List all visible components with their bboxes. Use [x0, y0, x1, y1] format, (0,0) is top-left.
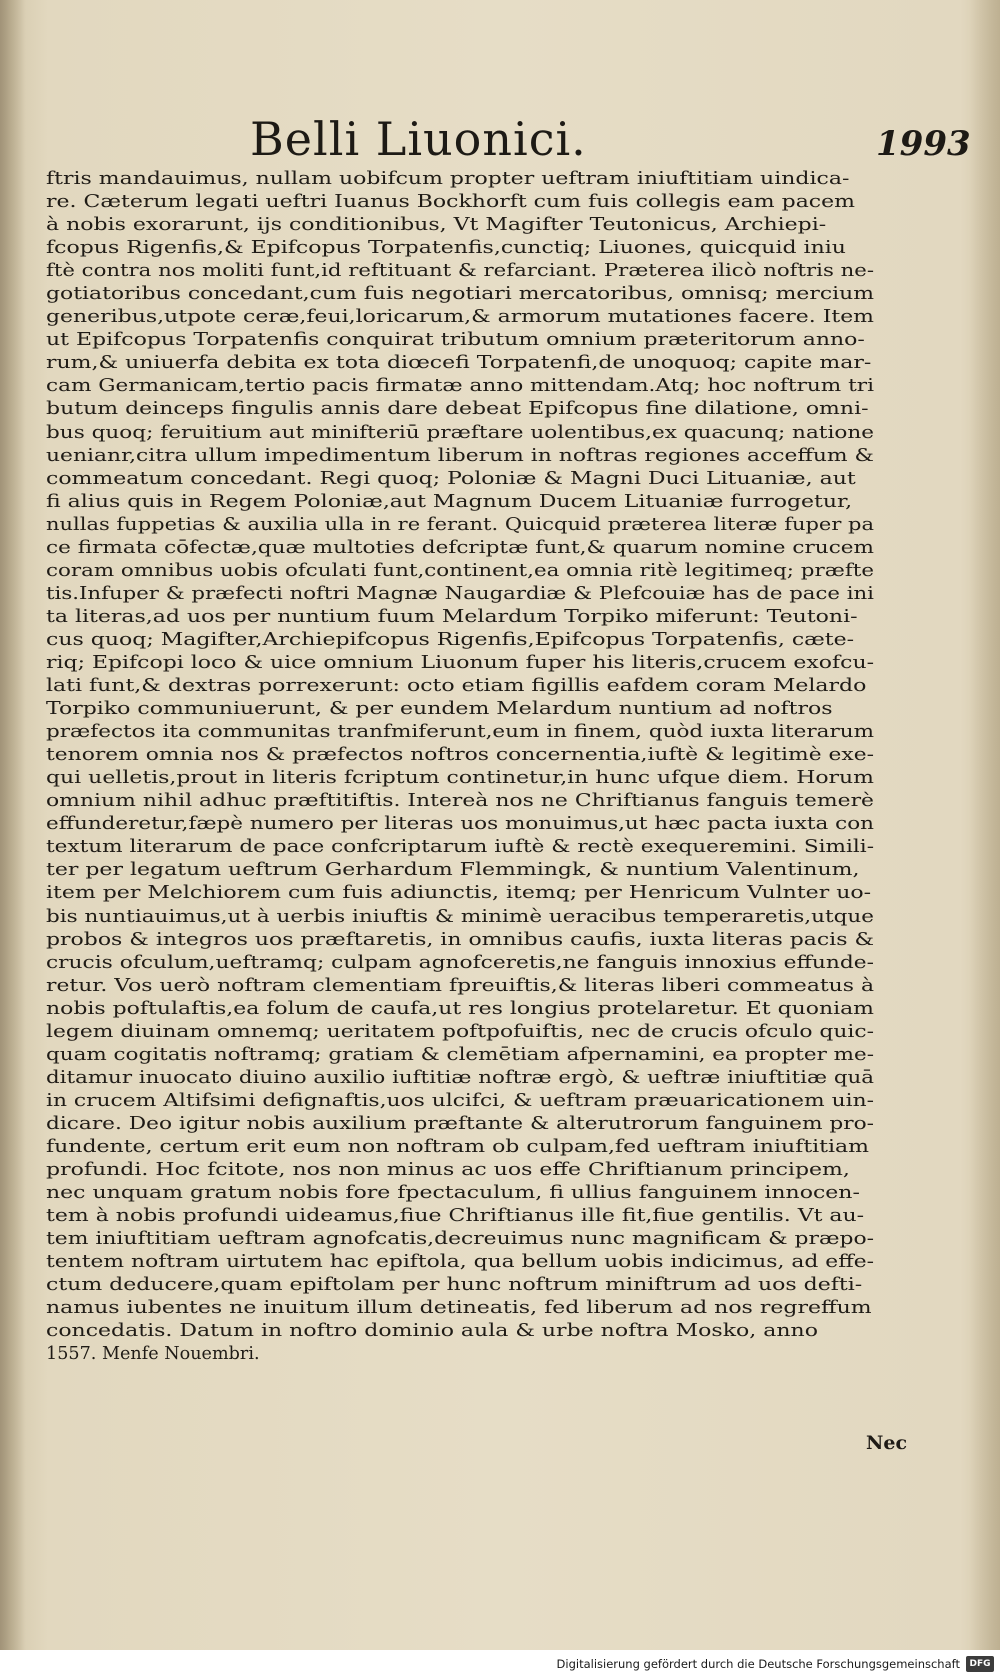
- text-line: præfectos ita communitas tranfmiferunt,eum in finem, quòd iuxta literarum: [46, 722, 874, 743]
- text-line: crucis ofculum,ueftramq; culpam agnofceretis,ne fanguis innoxius effunde-: [46, 952, 874, 973]
- page-number: 1993: [876, 124, 971, 164]
- text-line: tem à nobis profundi uideamus,fiue Chriftianus ille fit,fiue gentilis. Vt au-: [46, 1206, 865, 1227]
- text-line: à nobis exorarunt, ijs conditionibus, Vt Magifter Teutonicus, Archiepi-: [46, 215, 827, 236]
- text-line: ctum deducere,quam epiftolam per hunc noftrum miniftrum ad uos defti-: [46, 1275, 863, 1296]
- text-line: lati funt,& dextras porrexerunt: octo etiam figillis eafdem coram Melardo: [46, 676, 867, 697]
- text-line: probos & integros uos præftaretis, in omnibus caufis, iuxta literas pacis &: [46, 929, 874, 950]
- text-line: commeatum concedant. Regi quoq; Poloniæ & Magni Duci Lituaniæ, aut: [46, 468, 856, 489]
- text-line: ftè contra nos moliti funt,id reftituant & refarciant. Præterea ilicò noftris ne-: [46, 261, 874, 282]
- text-line: cam Germanicam,tertio pacis firmatæ anno mittendam.Atq; hoc noftrum tri: [46, 376, 874, 397]
- text-line: rum,& uniuerfa debita ex tota diœcefi Torpatenfi,de unoquoq; capite mar-: [46, 353, 872, 374]
- text-line: retur. Vos uerò noftram clementiam fpreuiftis,& literas liberi commeatus à: [46, 975, 874, 996]
- text-line: generibus,utpote ceræ,feui,loricarum,& armorum mutationes facere. Item: [46, 307, 874, 328]
- text-line: effunderetur,fæpè numero per literas uos monuimus,ut hæc pacta iuxta con: [46, 814, 874, 835]
- dfg-logo-icon: DFG: [966, 1656, 994, 1672]
- text-line: ftris mandauimus, nullam uobifcum propter ueftram iniuftitiam uindica-: [46, 169, 850, 189]
- text-line: riq; Epifcopi loco & uice omnium Liuonum fuper his literis,crucem exofcu-: [46, 652, 874, 673]
- page-edge-shadow: [970, 0, 1000, 1650]
- running-head-title: Belli Liuonici.: [250, 112, 587, 166]
- text-line: cus quoq; Magifter,Archiepifcopus Rigenfis,Epifcopus Torpatenfis, cæte-: [46, 629, 855, 650]
- text-line: re. Cæterum legati ueftri Iuanus Bockhorft cum fuis collegis eam pacem: [46, 192, 856, 213]
- text-line: item per Melchiorem cum fuis adiunctis, itemq; per Henricum Vulnter uo-: [46, 883, 872, 904]
- text-line: bis nuntiauimus,ut à uerbis iniuftis & minimè ueracibus temperaretis,utque: [46, 906, 874, 927]
- text-line: fcopus Rigenfis,& Epifcopus Torpatenfis,cunctiq; Liuones, quicquid iniu: [46, 238, 846, 259]
- page-gutter-shadow: [0, 0, 26, 1650]
- text-line: coram omnibus uobis ofculati funt,continent,ea omnia ritè legitimeq; præfte: [46, 560, 874, 581]
- text-line: butum deinceps fingulis annis dare debeat Epifcopus fine dilatione, omni-: [46, 399, 869, 420]
- text-line: in crucem Altifsimi defignaftis,uos ulcifci, & ueftram præuaricationem uin-: [46, 1090, 874, 1111]
- text-line: nobis poftulaftis,ea folum de caufa,ut res longius protelaretur. Et quoniam: [46, 998, 874, 1019]
- text-line: fi alius quis in Regem Poloniæ,aut Magnum Ducem Lituaniæ furrogetur,: [46, 491, 853, 512]
- text-line: ditamur inuocato diuino auxilio iuftitiæ noftræ ergò, & ueftræ iniuftitiæ quā: [46, 1067, 874, 1088]
- text-line: legem diuinam omnemq; ueritatem poftpofuiftis, nec de crucis ofculo quic-: [46, 1021, 874, 1042]
- text-line: Torpiko communiuerunt, & per eundem Melardum nuntium ad noftros: [46, 699, 833, 720]
- body-text: [46, 168, 874, 1366]
- text-line: dicare. Deo igitur nobis auxilium præftante & alterutrorum fanguinem pro-: [46, 1113, 874, 1134]
- catchword: Nec: [866, 1432, 908, 1454]
- text-line: tentem noftram uirtutem hac epiftola, qua bellum uobis indicimus, ad effe-: [46, 1252, 874, 1273]
- text-line: namus iubentes ne inuitum illum detineatis, fed liberum ad nos regreffum: [46, 1298, 872, 1319]
- text-line: nullas fuppetias & auxilia ulla in re ferant. Quicquid præterea literæ fuper pa: [46, 514, 874, 535]
- text-line: nec unquam gratum nobis fore fpectaculum, fi ullius fanguinem innocen-: [46, 1183, 860, 1204]
- text-line: ta literas,ad uos per nuntium fuum Melardum Torpiko miferunt: Teutoni-: [46, 606, 858, 627]
- text-line: fundente, certum erit eum non noftram ob culpam,fed ueftram iniuftitiam: [46, 1136, 870, 1157]
- text-line: uenianr,citra ullum impedimentum liberum in noftras regiones acceffum &: [46, 445, 874, 466]
- text-line: ut Epifcopus Torpatenfis conquirat tributum omnium præteritorum anno-: [46, 330, 865, 351]
- text-line: omnium nihil adhuc præftitiftis. Intereà nos ne Chriftianus fanguis temerè: [46, 791, 874, 812]
- text-line: tis.Infuper & præfecti noftri Magnæ Naugardiæ & Plefcouiæ has de pace ini: [46, 583, 874, 604]
- text-line: concedatis. Datum in noftro dominio aula & urbe noftra Mosko, anno: [46, 1321, 818, 1342]
- funding-credit: Digitalisierung gefördert durch die Deutsche Forschungsgemeinschaft: [556, 1657, 960, 1671]
- text-line: ter per legatum ueftrum Gerhardum Flemmingk, & nuntium Valentinum,: [46, 860, 860, 881]
- text-line: gotiatoribus concedant,cum fuis negotiari mercatoribus, omnisq; mercium: [46, 284, 874, 305]
- text-line: profundi. Hoc fcitote, nos non minus ac uos effe Chriftianum principem,: [46, 1160, 850, 1181]
- text-line: 1557. Menfe Nouembri.: [46, 1344, 260, 1365]
- footer-bar: [0, 1652, 1000, 1678]
- text-line: ce firmata cōfectæ,quæ multoties defcriptæ funt,& quarum nomine crucem: [46, 537, 874, 558]
- text-line: quam cogitatis noftramq; gratiam & clemētiam afpernamini, ea propter me-: [46, 1044, 874, 1065]
- text-line: qui uelletis,prout in literis fcriptum continetur,in hunc ufque diem. Horum: [46, 768, 874, 789]
- text-line: textum literarum de pace confcriptarum iuftè & rectè exequeremini. Simili-: [46, 837, 874, 858]
- text-line: tenorem omnia nos & præfectos noftros concernentia,iuftè & legitimè exe-: [46, 745, 874, 766]
- text-line: tem iniuftitiam ueftram agnofcatis,decreuimus nunc magnificam & præpo-: [46, 1229, 874, 1250]
- text-line: bus quoq; feruitium aut minifteriū præftare uolentibus,ex quacunq; natione: [46, 422, 874, 443]
